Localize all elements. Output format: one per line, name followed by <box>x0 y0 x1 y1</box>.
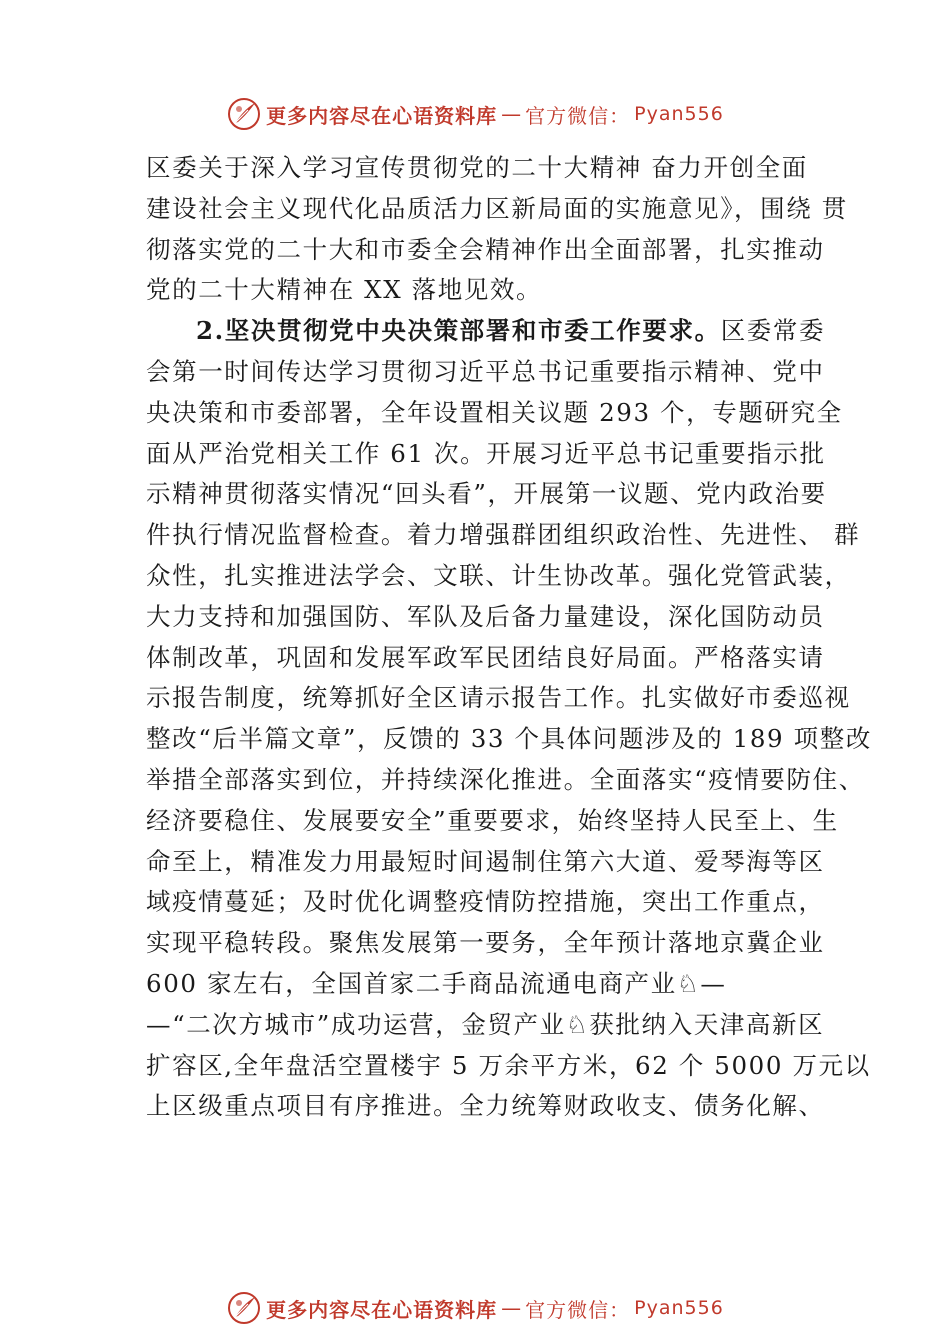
body-line: 众性，扎实推进法学会、文联、计生协改革。强化党管武装， <box>146 560 851 590</box>
watermark-wechat-id: Pyan556 <box>634 103 724 125</box>
body-line: —“二次方城市”成功运营，金贸产业♘获批纳入天津高新区 <box>146 1009 825 1039</box>
body-line: 党的二十大精神在 XX 落地见效。 <box>146 275 543 305</box>
body-line: 件执行情况监督检查。着力增强群团组织政治性、先进性、 群 <box>146 520 861 550</box>
section-paragraph-start <box>146 311 824 352</box>
body-line: 命至上，精准发力用最短时间遏制住第六大道、爱琴海等区 <box>146 846 825 876</box>
section-heading: 2.坚决贯彻党中央决策部署和市委工作要求。 <box>196 316 721 346</box>
feather-logo-icon <box>226 1290 262 1326</box>
body-line: 示报告制度，统筹抓好全区请示报告工作。扎实做好市委巡视 <box>146 683 851 713</box>
body-line: 体制改革，巩固和发展军政军民团结良好局面。严格落实请 <box>146 642 825 672</box>
watermark-wechat-id: Pyan556 <box>634 1297 724 1319</box>
watermark-text: 更多内容尽在心语资料库 <box>266 103 498 128</box>
watermark-wechat-label: 官方微信： <box>525 1297 631 1322</box>
body-line: 面从严治党相关工作 61 次。开展习近平总书记重要指示批 <box>146 438 826 468</box>
document-body <box>146 148 872 1127</box>
body-line: 600 家左右，全国首家二手商品流通电商产业♘— <box>146 968 727 998</box>
body-text: 区委常委 <box>720 316 826 346</box>
body-line: 上区级重点项目有序推进。全力统筹财政收支、债务化解、 <box>146 1091 825 1121</box>
header-watermark <box>0 94 950 134</box>
watermark-text: 更多内容尽在心语资料库 <box>266 1297 498 1322</box>
watermark-separator: — <box>501 102 522 126</box>
body-line: 整改“后半篇文章”，反馈的 33 个具体问题涉及的 189 项整改 <box>146 724 872 754</box>
body-line: 举措全部落实到位，并持续深化推进。全面落实“疫情要防住、 <box>146 764 865 794</box>
body-line: 扩容区,全年盘活空置楼宇 5 万余平方米，62 个 5000 万元以 <box>146 1050 871 1080</box>
body-line: 区委关于深入学习宣传贯彻党的二十大精神 奋力开创全面 <box>146 153 808 182</box>
body-line: 大力支持和加强国防、军队及后备力量建设，深化国防动员 <box>146 601 825 631</box>
body-line: 示精神贯彻落实情况“回头看”，开展第一议题、党内政治要 <box>146 479 827 509</box>
body-line: 经济要稳住、发展要安全”重要要求，始终坚持人民至上、生 <box>146 805 839 835</box>
feather-logo-icon <box>226 96 262 132</box>
watermark-separator: — <box>501 1296 522 1320</box>
body-line: 彻落实党的二十大和市委全会精神作出全面部署，扎实推动 <box>146 234 825 264</box>
body-line: 央决策和市委部署，全年设置相关议题 293 个，专题研究全 <box>146 397 843 427</box>
footer-watermark <box>0 1288 950 1328</box>
watermark-wechat-label: 官方微信： <box>525 103 631 128</box>
body-line: 会第一时间传达学习贯彻习近平总书记重要指示精神、党中 <box>146 356 825 386</box>
body-line: 域疫情蔓延；及时优化调整疫情防控措施，突出工作重点， <box>146 887 825 917</box>
body-line: 实现平稳转段。聚焦发展第一要务，全年预计落地京冀企业 <box>146 928 825 958</box>
body-line: 建设社会主义现代化品质活力区新局面的实施意见》，围绕 贯 <box>146 193 848 223</box>
